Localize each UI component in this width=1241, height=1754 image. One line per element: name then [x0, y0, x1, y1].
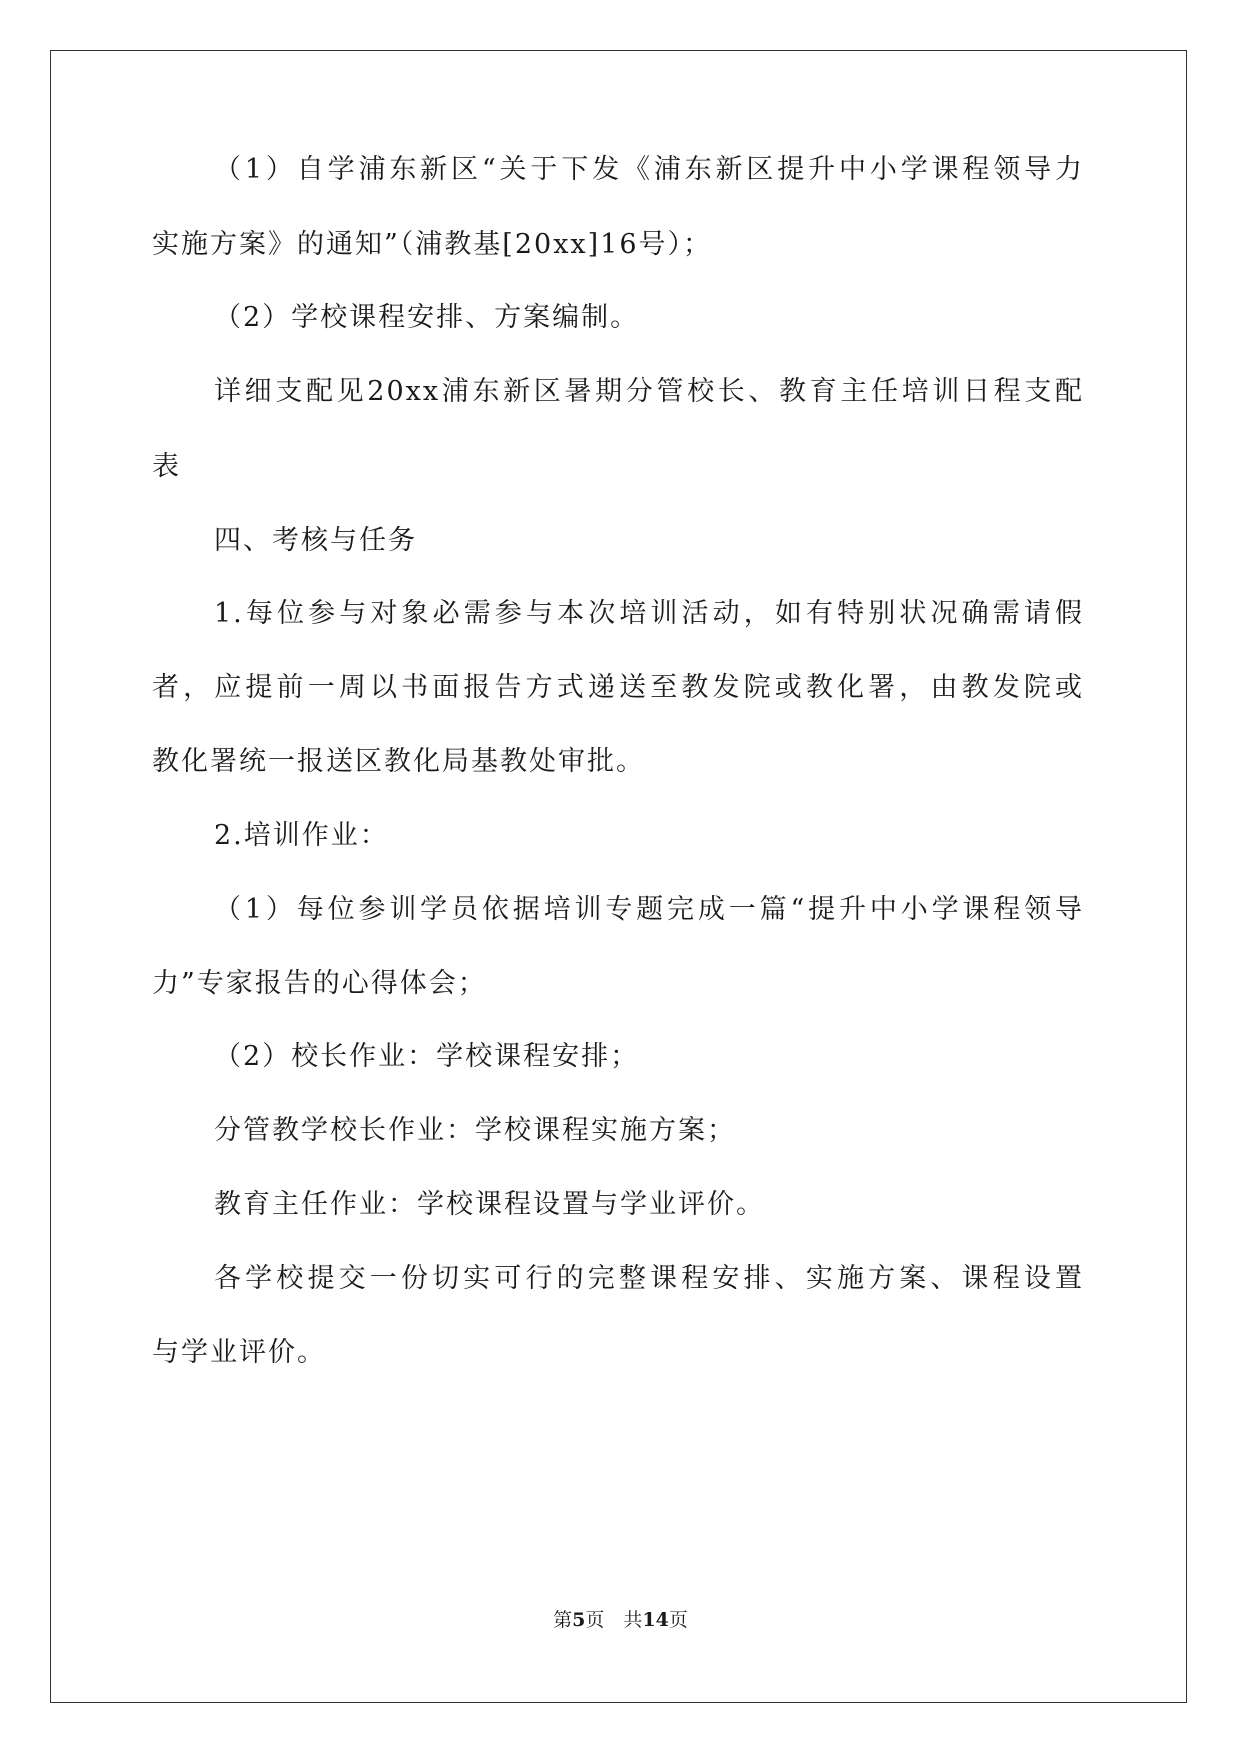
- paragraph-line: 教化署统一报送区教化局基教处审批。: [152, 746, 645, 777]
- paragraph-line: 1.每位参与对象必需参与本次培训活动，如有特别状况确需请假: [214, 598, 1084, 629]
- page-footer: [0, 1608, 1241, 1632]
- paragraph-line: （1）自学浦东新区“关于下发《浦东新区提升中小学课程领导力: [214, 154, 1084, 185]
- footer-suffix: 页: [668, 1609, 688, 1631]
- paragraph-line: 者，应提前一周以书面报告方式递送至教发院或教化署，由教发院或: [152, 672, 1084, 703]
- paragraph-line: 详细支配见20xx浦东新区暑期分管校长、教育主任培训日程支配: [214, 376, 1084, 407]
- section-heading: 四、考核与任务: [214, 525, 417, 556]
- paragraph-line: （2）校长作业：学校课程安排；: [214, 1041, 640, 1072]
- current-page-number: 5: [572, 1609, 586, 1631]
- paragraph-line: （2）学校课程安排、方案编制。: [214, 302, 640, 333]
- total-page-count: 14: [642, 1609, 669, 1631]
- paragraph-line: 力”专家报告的心得体会；: [152, 968, 487, 999]
- paragraph-line: 各学校提交一份切实可行的完整课程安排、实施方案、课程设置: [214, 1263, 1084, 1294]
- paragraph-line: 实施方案》的通知”（浦教基[20xx]16号）；: [152, 229, 713, 260]
- paragraph-line: 与学业评价。: [152, 1337, 326, 1368]
- footer-prefix: 第: [553, 1609, 573, 1631]
- paragraph-line: 教育主任作业：学校课程设置与学业评价。: [214, 1189, 765, 1220]
- footer-mid: 页 共: [585, 1609, 643, 1631]
- paragraph-line: （1）每位参训学员依据培训专题完成一篇“提升中小学课程领导: [214, 894, 1084, 925]
- paragraph-line: 2.培训作业：: [214, 820, 389, 851]
- paragraph-line: 表: [152, 451, 181, 482]
- paragraph-line: 分管教学校长作业：学校课程实施方案；: [214, 1115, 736, 1146]
